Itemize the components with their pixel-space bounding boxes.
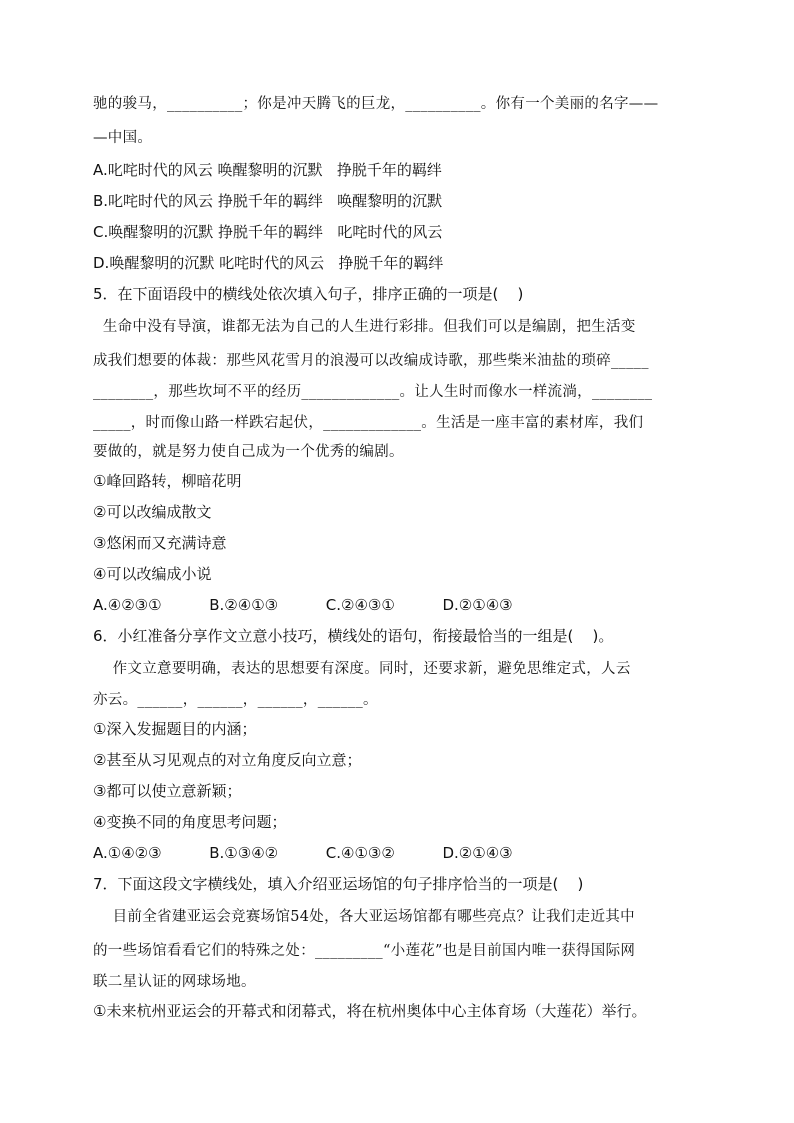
option-line: A.①④②③ B.①③④② C.④①③② D.②①④③ — [93, 844, 513, 862]
question-stem: 5．在下面语段中的横线处依次填入句子，排序正确的一项是( ) — [93, 285, 524, 303]
list-item: ③都可以使立意新颖； — [93, 782, 242, 800]
text-line: 驰的骏马，__________；你是冲天腾飞的巨龙，__________。你有一个美丽的名字—— — [93, 96, 659, 112]
text-line: 生命中没有导演，谁都无法为自己的人生进行彩排。但我们可以是编剧，把生活变 — [93, 319, 636, 335]
text-line: ________，那些坎坷不平的经历_____________。让人生时而像水一样流淌，________ — [93, 384, 653, 400]
text-line: 成我们想要的体裁：那些风花雪月的浪漫可以改编成诗歌，那些柴米油盐的琐碎_____ — [93, 353, 649, 369]
text-line: —中国。 — [93, 130, 153, 146]
text-line: 亦云。______，______，______，______。 — [93, 692, 378, 708]
list-item: ③悠闲而又充满诗意 — [93, 534, 227, 552]
list-item: ④变换不同的角度思考问题； — [93, 813, 287, 831]
list-item: ①未来杭州亚运会的开幕式和闭幕式，将在杭州奥体中心主体育场（大莲花）举行。 — [93, 1002, 647, 1020]
option-line: D.唤醒黎明的沉默 叱咤时代的风云 挣脱千年的羁绊 — [93, 254, 444, 272]
list-item: ①深入发掘题目的内涵； — [93, 720, 257, 738]
question-stem: 7．下面这段文字横线处，填入介绍亚运场馆的句子排序恰当的一项是( ) — [93, 875, 584, 893]
text-line: 目前全省建亚运会竞赛场馆54处，各大亚运场馆都有哪些亮点？让我们走近其中 — [93, 909, 635, 925]
list-item: ①峰回路转，柳暗花明 — [93, 472, 242, 490]
text-line: 要做的，就是努力使自己成为一个优秀的编剧。 — [93, 444, 404, 460]
question-stem: 6．小红准备分享作文立意小技巧，横线处的语句，衔接最恰当的一组是( )。 — [93, 627, 614, 645]
list-item: ②甚至从习见观点的对立角度反向立意； — [93, 751, 362, 769]
option-line: B.叱咤时代的风云 挣脱千年的羁绊 唤醒黎明的沉默 — [93, 192, 443, 210]
text-line: _____，时而像山路一样跌宕起伏，_____________。生活是一座丰富的素材库，我们 — [93, 415, 644, 431]
list-item: ④可以改编成小说 — [93, 565, 212, 583]
text-line: 作文立意要明确，表达的思想要有深度。同时，还要求新，避免思维定式，人云 — [93, 661, 631, 677]
option-line: A.④②③① B.②④①③ C.②④③① D.②①④③ — [93, 596, 513, 614]
list-item: ②可以改编成散文 — [93, 503, 212, 521]
text-line: 的一些场馆看看它们的特殊之处：_________“小莲花”也是目前国内唯一获得国际网 — [93, 943, 636, 959]
text-line: 联二星认证的网球场地。 — [93, 974, 256, 990]
option-line: C.唤醒黎明的沉默 挣脱千年的羁绊 叱咤时代的风云 — [93, 223, 443, 241]
option-line: A.叱咤时代的风云 唤醒黎明的沉默 挣脱千年的羁绊 — [93, 161, 442, 179]
